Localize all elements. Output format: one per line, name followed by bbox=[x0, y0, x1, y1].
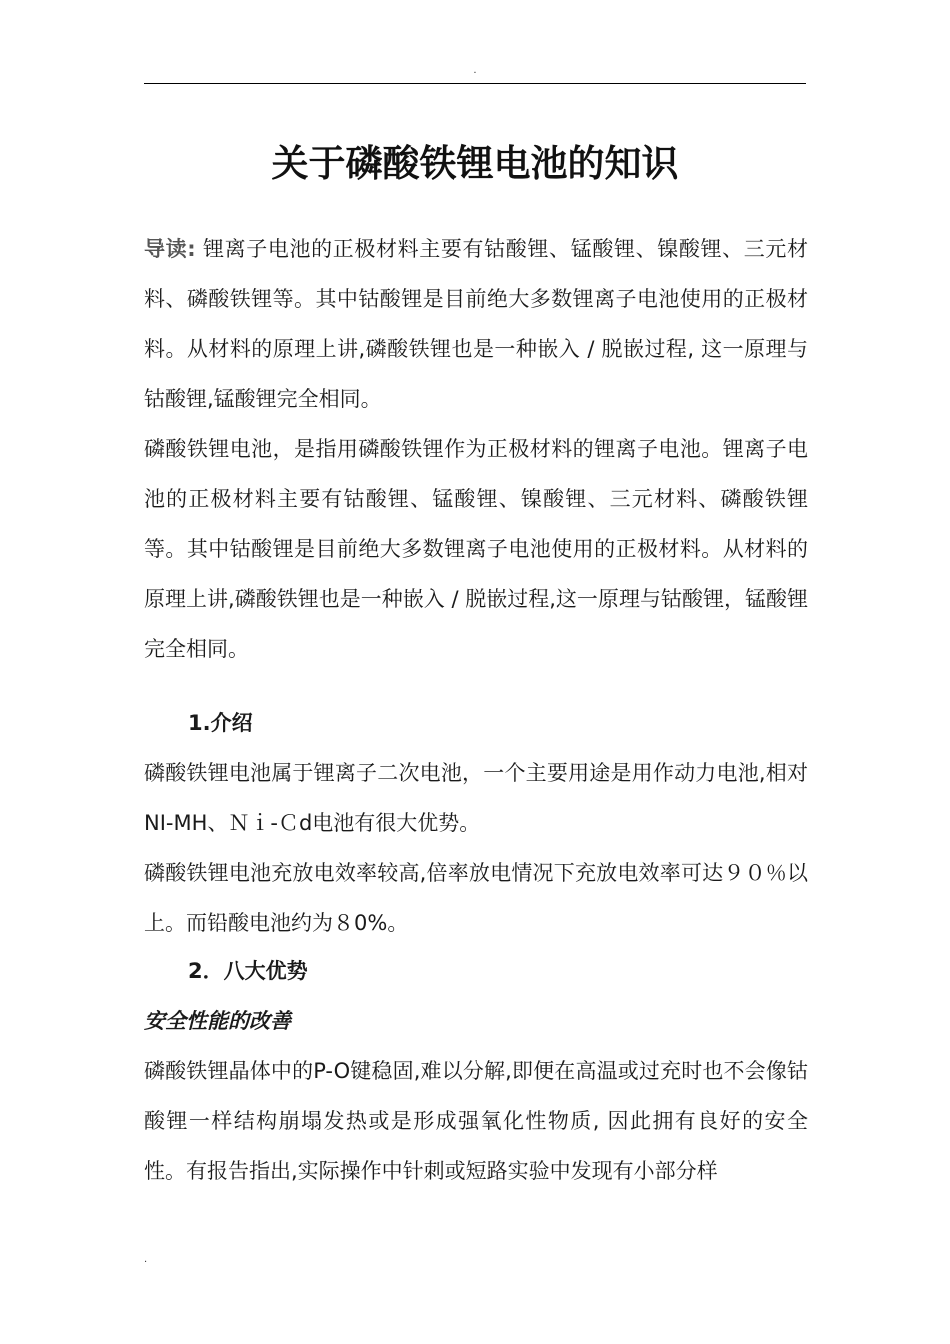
section-heading-advantages: 2．八大优势 bbox=[188, 959, 308, 983]
footer-mark: . bbox=[144, 1254, 148, 1265]
section-1-paragraph: 磷酸铁锂电池属于锂离子二次电池，一个主要用途是用作动力电池,相对NI-MH、Ｎｉ-Ｃd电池有很大优势。 bbox=[144, 761, 808, 835]
subheading-safety: 安全性能的改善 bbox=[144, 1009, 291, 1033]
header-mark: . bbox=[473, 65, 477, 76]
intro-text: 锂离子电池的正极材料主要有钴酸锂、锰酸锂、镍酸锂、三元材料、磷酸铁锂等。其中钴酸锂是目前绝大多数锂离子电池使用的正极材料。从材料的原理上讲,磷酸铁锂也是一种嵌入 / 脱嵌过程, 这一原理与钴酸锂,锰酸锂完全相同。 bbox=[144, 237, 808, 411]
intro-paragraph bbox=[144, 224, 808, 424]
body-paragraph: 磷酸铁锂电池，是指用磷酸铁锂作为正极材料的锂离子电池。锂离子电池的正极材料主要有钴酸锂、锰酸锂、镍酸锂、三元材料、磷酸铁锂等。其中钴酸锂是目前绝大多数锂离子电池使用的正极材料。从材料的原理上讲,磷酸铁锂也是一种嵌入 / 脱嵌过程,这一原理与钴酸锂，锰酸锂完全相同。 bbox=[144, 437, 808, 661]
section-heading-intro: 1.介绍 bbox=[188, 711, 253, 735]
section-1-paragraph: 磷酸铁锂电池充放电效率较高,倍率放电情况下充放电效率可达９０％以上。而铅酸电池约为８0%。 bbox=[144, 861, 808, 935]
intro-label: 导读: bbox=[144, 237, 196, 261]
header-rule bbox=[144, 83, 806, 84]
document-title: 关于磷酸铁锂电池的知识 bbox=[271, 142, 679, 185]
section-2-paragraph: 磷酸铁锂晶体中的P-O键稳固,难以分解,即便在高温或过充时也不会像钴酸锂一样结构崩塌发热或是形成强氧化性物质, 因此拥有良好的安全性。有报告指出,实际操作中针刺或短路实验中发现有小部分样 bbox=[144, 1059, 808, 1183]
